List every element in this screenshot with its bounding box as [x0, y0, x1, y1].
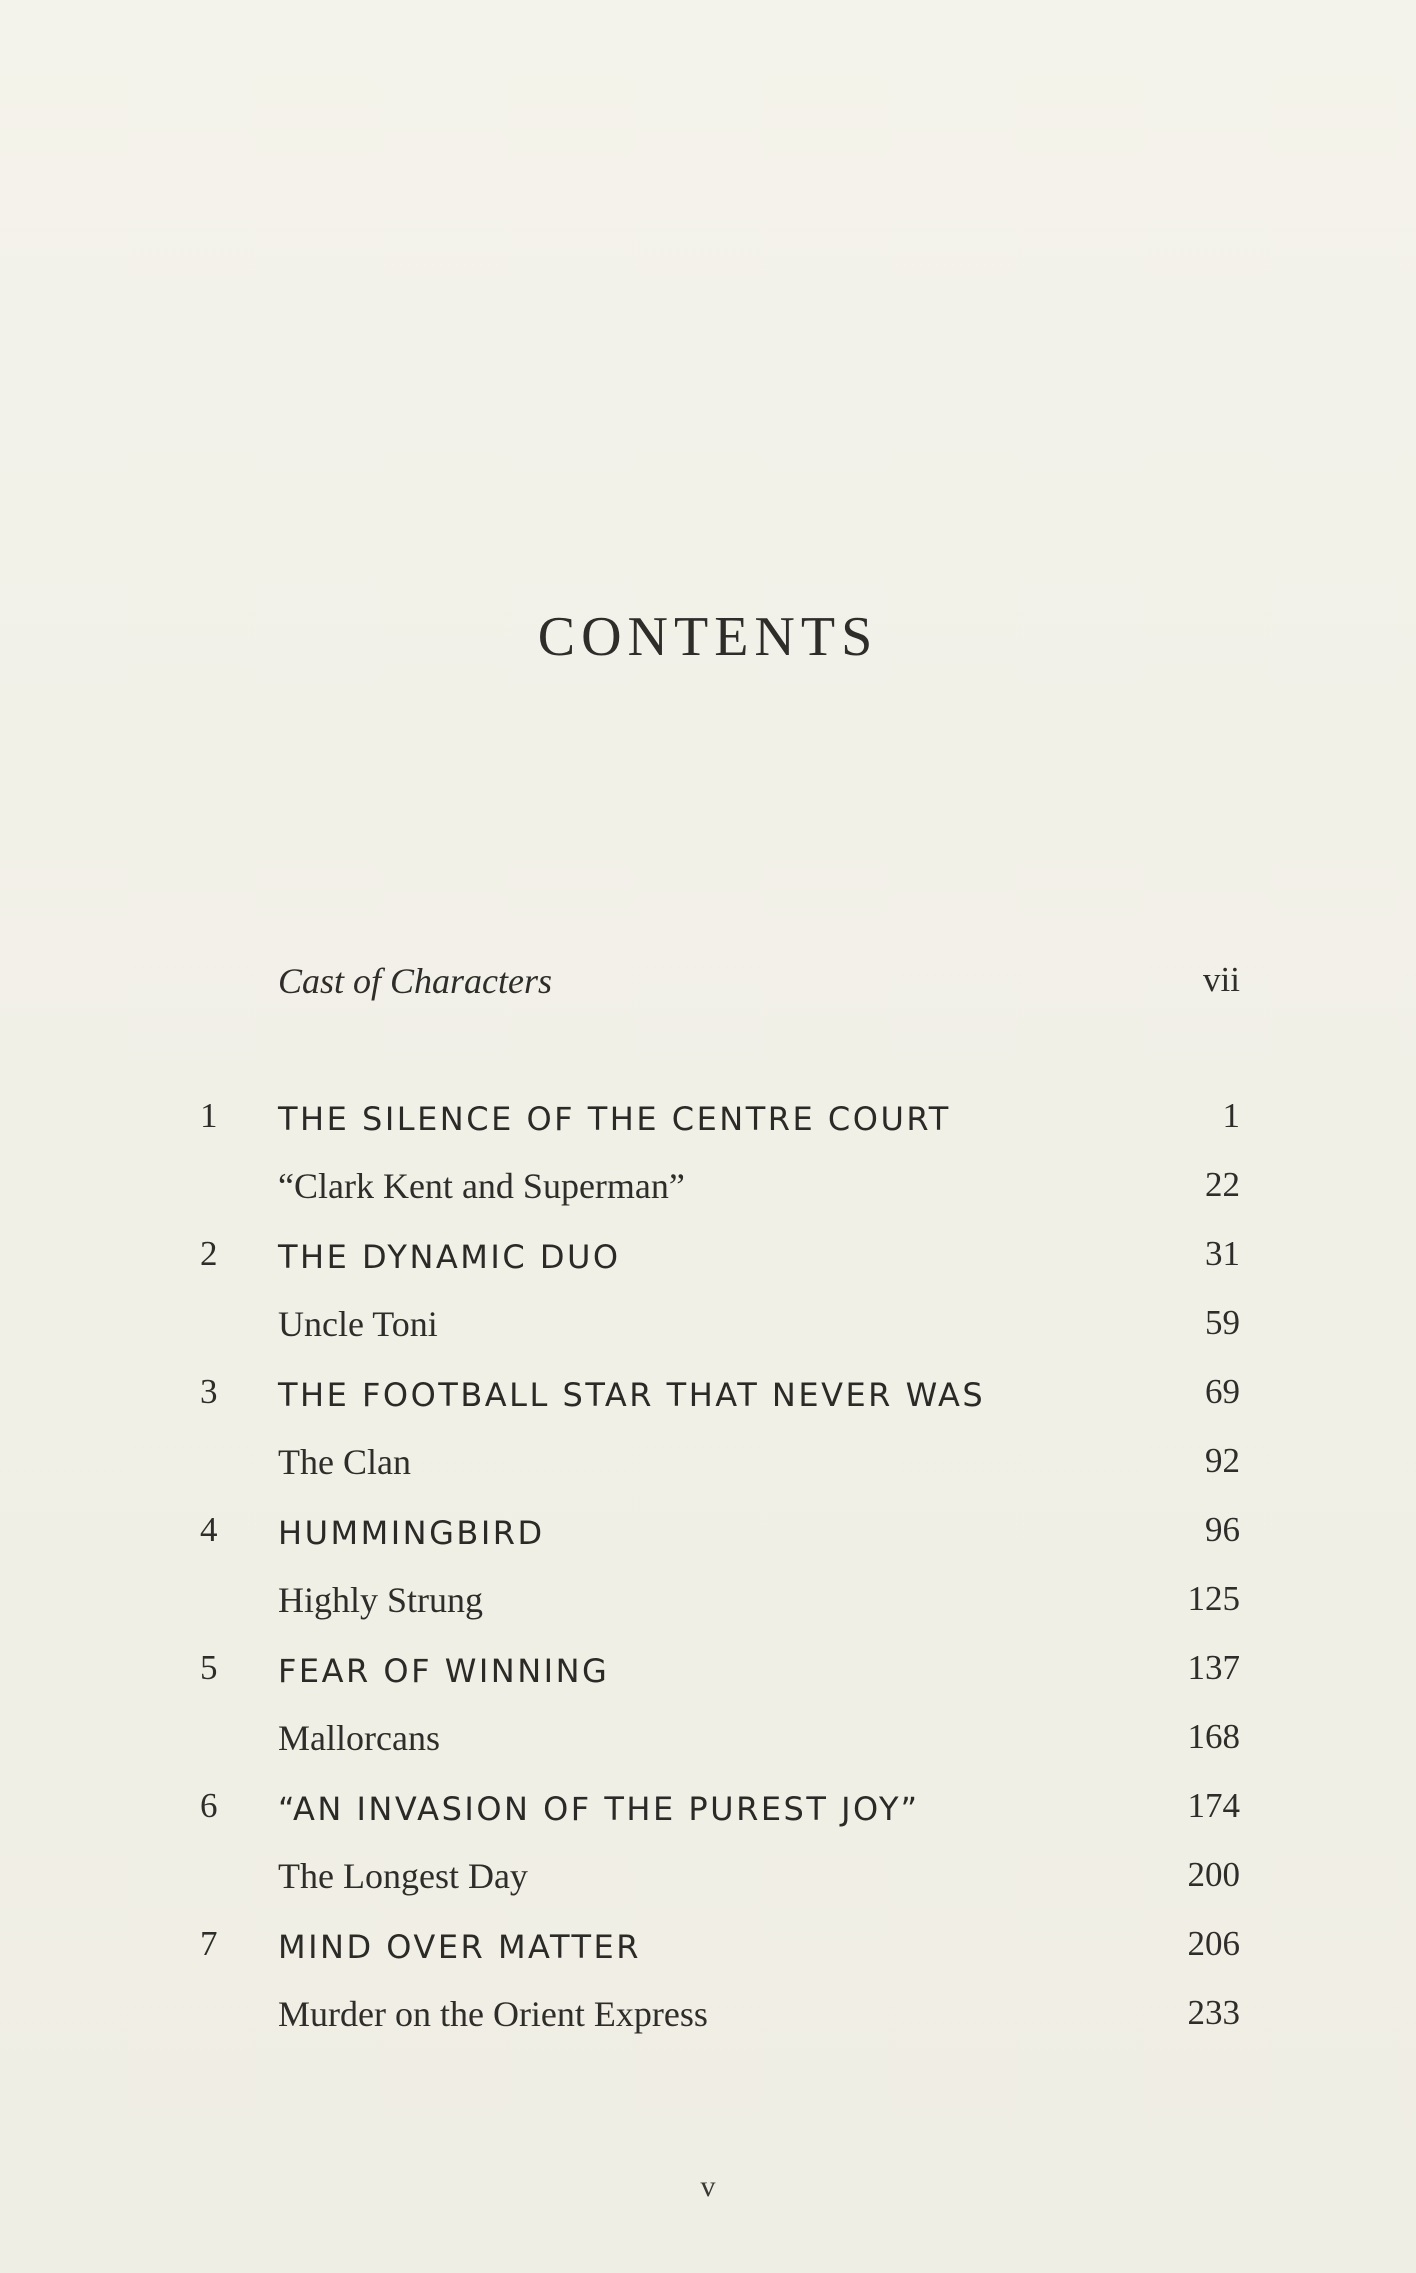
toc-entry: [200, 1786, 1240, 1846]
chapter-number: 1: [200, 1096, 218, 1135]
toc-entry-page: 200: [1187, 1855, 1240, 1894]
toc-entry-page: 206: [1187, 1924, 1240, 1963]
section-title: Mallorcans: [278, 1718, 440, 1758]
toc-entry: [200, 1648, 1240, 1708]
chapter-number: 6: [200, 1786, 218, 1825]
chapter-number: 7: [200, 1924, 218, 1963]
toc-entry-page: 137: [1187, 1648, 1240, 1687]
toc-entry: [200, 1165, 1240, 1225]
toc-entry-page: 22: [1205, 1165, 1240, 1204]
toc-entry-page: 59: [1205, 1303, 1240, 1342]
toc-entry: [200, 1855, 1240, 1915]
toc-entry-page: 125: [1187, 1579, 1240, 1618]
toc-entry: [200, 1924, 1240, 1984]
chapter-number: 4: [200, 1510, 218, 1549]
chapter-number: 5: [200, 1648, 218, 1687]
toc-entry-title: Cast of Characters: [278, 961, 553, 1001]
section-title: Murder on the Orient Express: [278, 1994, 708, 2034]
chapter-title: THE SILENCE OF THE CENTRE COURT: [278, 1100, 951, 1138]
contents-heading: CONTENTS: [537, 606, 879, 668]
toc-entry-cast: [200, 960, 1240, 1020]
page-number: v: [700, 2170, 716, 2203]
toc-entry-page: 174: [1187, 1786, 1240, 1825]
toc-entry-page: 31: [1205, 1234, 1240, 1273]
toc-entry: [200, 1303, 1240, 1363]
toc-entry: [200, 1510, 1240, 1570]
chapter-title: THE DYNAMIC DUO: [278, 1238, 621, 1276]
toc-entry: [200, 1717, 1240, 1777]
toc-entry-page: 96: [1205, 1510, 1240, 1549]
chapter-title: THE FOOTBALL STAR THAT NEVER WAS: [278, 1376, 986, 1414]
chapter-number: 2: [200, 1234, 218, 1273]
toc-entry-page: 69: [1205, 1372, 1240, 1411]
chapter-title: FEAR OF WINNING: [278, 1652, 610, 1690]
section-title: Highly Strung: [278, 1580, 484, 1620]
chapter-number: 3: [200, 1372, 218, 1411]
chapter-title: MIND OVER MATTER: [278, 1928, 641, 1966]
chapter-title: HUMMINGBIRD: [278, 1514, 545, 1552]
toc-entry-page: 233: [1187, 1993, 1240, 2032]
toc-entry: [200, 1441, 1240, 1501]
toc-entry: [200, 1372, 1240, 1432]
toc-entry-page: 92: [1205, 1441, 1240, 1480]
section-title: “Clark Kent and Superman”: [278, 1166, 685, 1206]
toc-entry-page: 1: [1222, 1096, 1240, 1135]
toc-entry: [200, 1234, 1240, 1294]
toc-entry: [200, 1096, 1240, 1156]
toc-entry-page: 168: [1187, 1717, 1240, 1756]
section-title: The Longest Day: [278, 1856, 528, 1896]
chapter-title: “AN INVASION OF THE PUREST JOY”: [278, 1790, 920, 1828]
section-title: Uncle Toni: [278, 1304, 438, 1344]
toc-entry-page: vii: [1203, 960, 1240, 999]
section-title: The Clan: [278, 1442, 411, 1482]
toc-entry: [200, 1579, 1240, 1639]
toc-entry: [200, 1993, 1240, 2053]
